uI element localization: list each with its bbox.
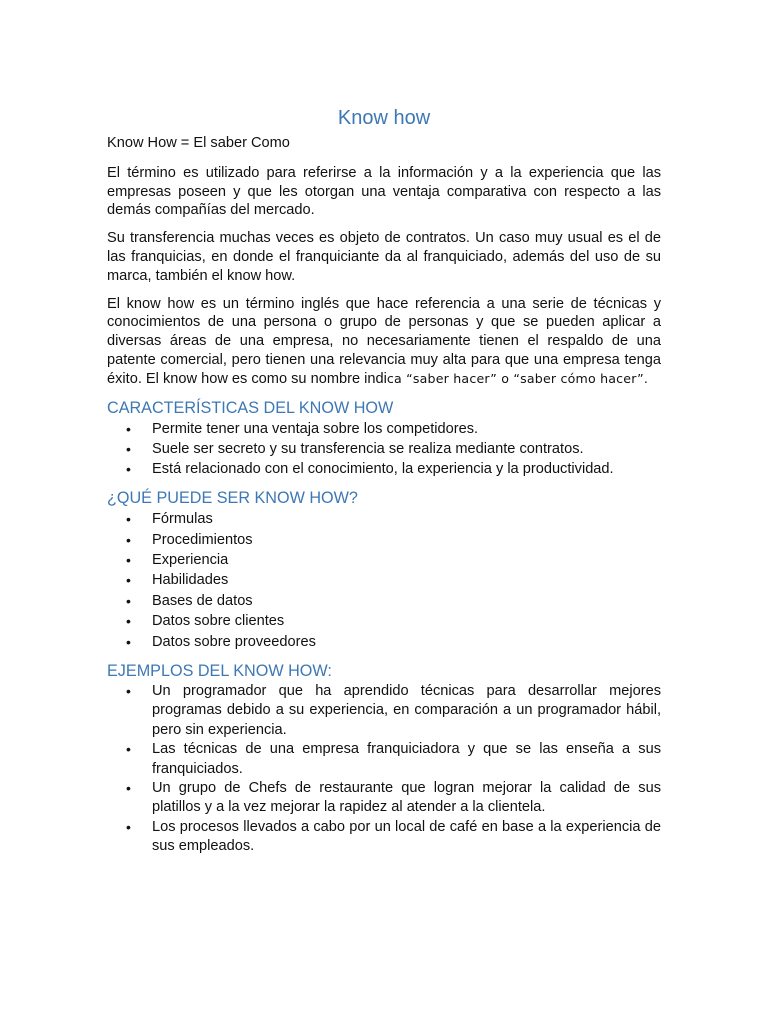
section-heading-caracteristicas: CARACTERÍSTICAS DEL KNOW HOW <box>107 398 394 417</box>
paragraph-meaning-text: El know how es un término inglés que hace referencia a una serie de técnicas y conocimientos de una persona o grupo de personas y que se pueden aplicar a diversas áreas de una empresa, no necesariamente tienen el respaldo de una patente comercial, pero tienen una relevancia muy alta para que una empresa tenga éxito. El know how es como su nombre indi <box>107 295 661 387</box>
list-item-text: Suele ser secreto y su transferencia se realiza mediante contratos. <box>152 440 584 457</box>
list-item <box>107 779 661 818</box>
ejemplos-list <box>107 682 661 857</box>
bullet-icon: • <box>126 440 131 457</box>
list-item <box>107 530 661 550</box>
bullet-icon: • <box>126 780 131 797</box>
bullet-icon: • <box>126 420 131 437</box>
document-title: Know how <box>337 107 431 129</box>
list-item <box>107 459 661 479</box>
list-item-text: Habilidades <box>152 572 229 589</box>
list-item-text: Datos sobre proveedores <box>152 633 316 650</box>
bullet-icon: • <box>126 592 131 609</box>
list-item <box>107 611 661 631</box>
document-subtitle: Know How = El saber Como <box>107 135 290 151</box>
list-item-text: Las técnicas de una empresa franquiciadora y que se las enseña a sus franquiciados. <box>152 741 661 777</box>
list-item-text: Un grupo de Chefs de restaurante que logran mejorar la calidad de sus platillos y a la vez mejorar la rapidez al atender a la clientela. <box>152 780 661 816</box>
list-item <box>107 570 661 590</box>
bullet-icon: • <box>126 613 131 630</box>
list-item-text: Un programador que ha aprendido técnicas para desarrollar mejores programas debido a su experiencia, en comparación a un programador hábil, pero sin experiencia. <box>152 683 661 738</box>
list-item-text: Bases de datos <box>152 592 253 609</box>
list-item <box>107 419 661 439</box>
document-page <box>107 106 661 857</box>
bullet-icon: • <box>126 683 131 700</box>
section-heading-ejemplos: EJEMPLOS DEL KNOW HOW: <box>107 662 332 681</box>
bullet-icon: • <box>126 531 131 548</box>
paragraph-transfer: Su transferencia muchas veces es objeto de contratos. Un caso muy usual es el de las franquicias, en donde el franquiciante da al franquiciado, además del uso de su marca, también el know how. <box>107 230 661 284</box>
bullet-icon: • <box>126 633 131 650</box>
list-item-text: Experiencia <box>152 551 229 568</box>
section-heading-que-puede-ser: ¿QUÉ PUEDE SER KNOW HOW? <box>107 489 358 508</box>
list-item-text: Procedimientos <box>152 531 253 548</box>
list-item <box>107 818 661 857</box>
list-item <box>107 740 661 779</box>
bullet-icon: • <box>126 460 131 477</box>
bullet-icon: • <box>126 511 131 528</box>
list-item <box>107 550 661 570</box>
bullet-icon: • <box>126 551 131 568</box>
que-puede-ser-list <box>107 509 661 652</box>
bullet-icon: • <box>126 741 131 758</box>
caracteristicas-list <box>107 419 661 480</box>
paragraph-meaning-quote: ca “saber hacer” o “saber cómo hacer”. <box>386 370 649 386</box>
list-item-text: Fórmulas <box>152 511 213 528</box>
bullet-icon: • <box>126 818 131 835</box>
paragraph-definition: El término es utilizado para referirse a la información y a la experiencia que las empresas poseen y que les otorgan una ventaja comparativa con respecto a las demás compañías del mercado. <box>107 164 661 219</box>
list-item <box>107 439 661 459</box>
list-item <box>107 591 661 611</box>
list-item <box>107 509 661 529</box>
list-item-text: Datos sobre clientes <box>152 613 285 630</box>
paragraph-meaning <box>107 295 661 389</box>
list-item <box>107 682 661 740</box>
list-item-text: Permite tener una ventaja sobre los competidores. <box>152 420 479 437</box>
list-item-text: Está relacionado con el conocimiento, la experiencia y la productividad. <box>152 460 614 477</box>
list-item <box>107 632 661 652</box>
bullet-icon: • <box>126 572 131 589</box>
list-item-text: Los procesos llevados a cabo por un local de café en base a la experiencia de sus empleados. <box>152 818 661 855</box>
